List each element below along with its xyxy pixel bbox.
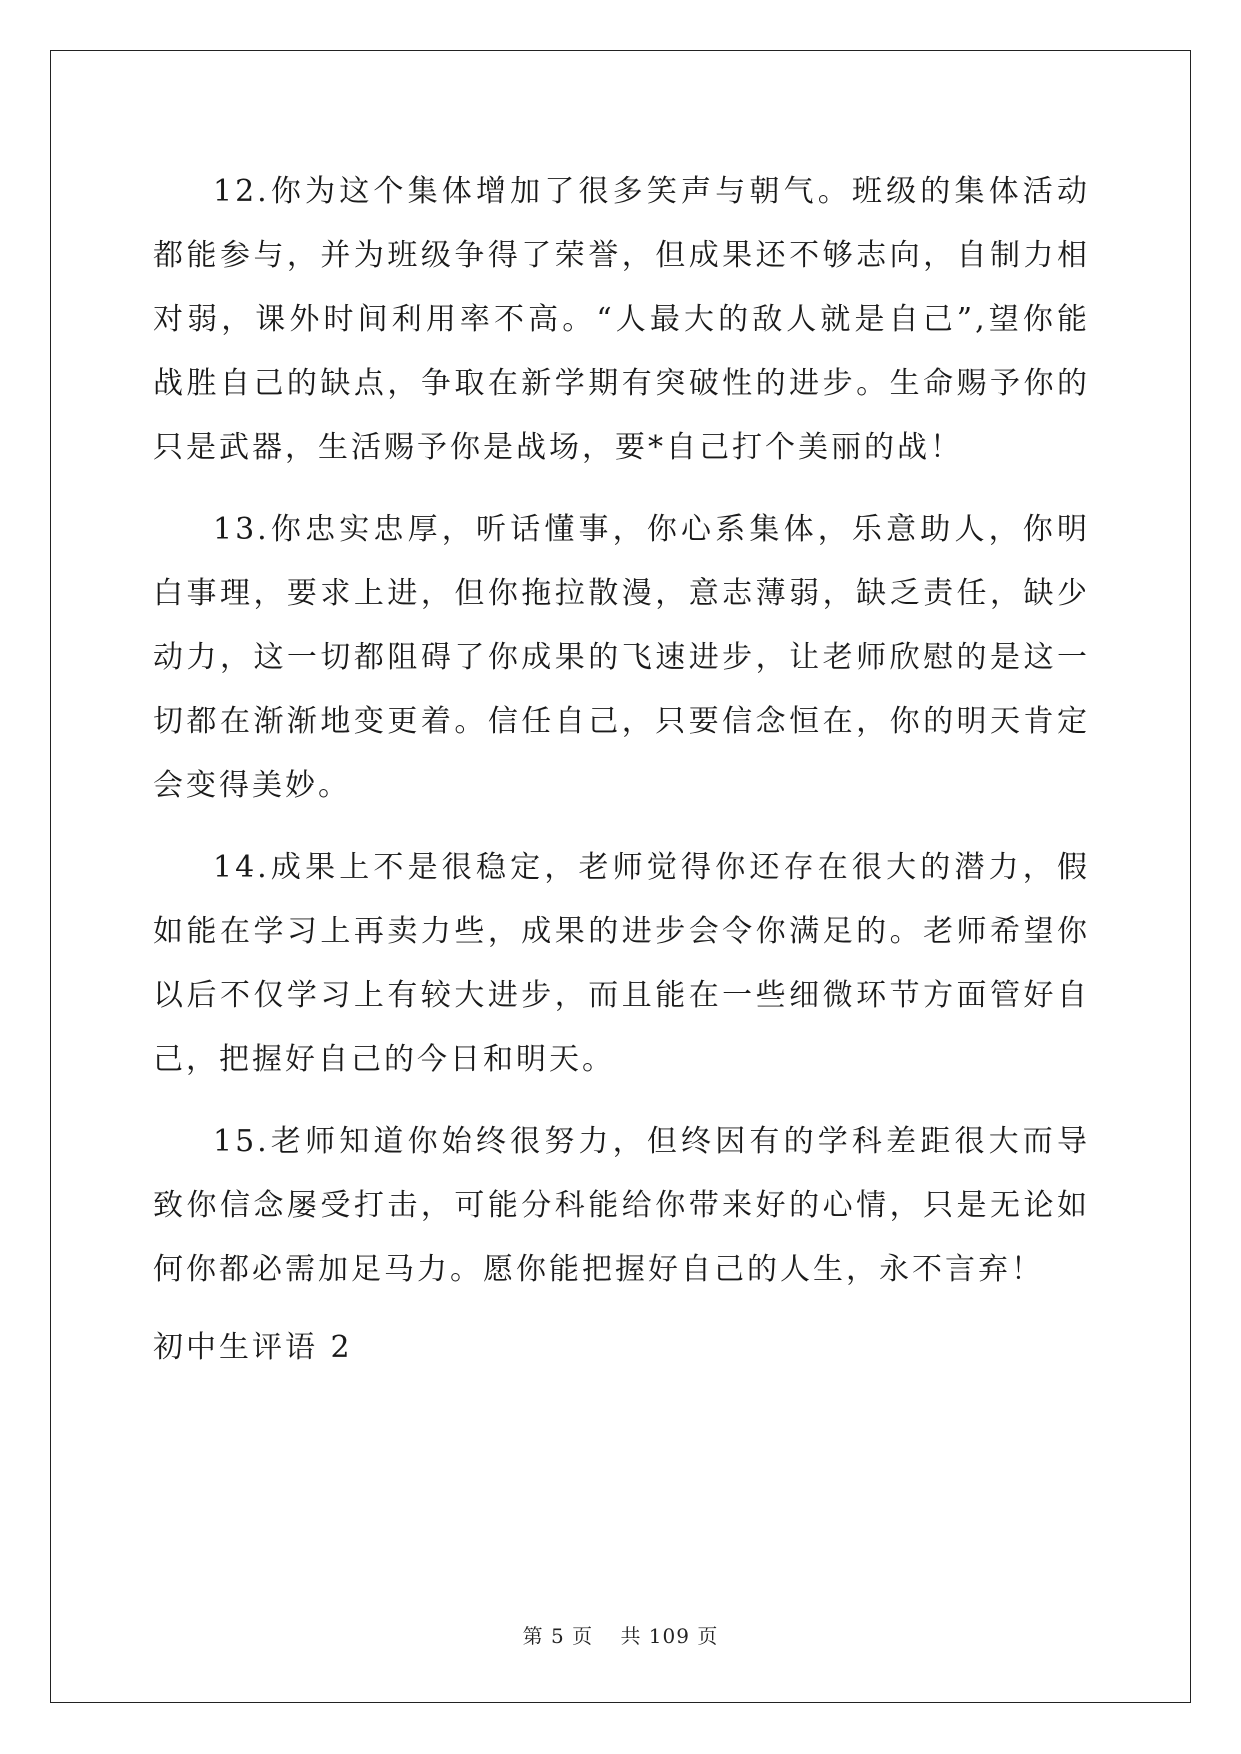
page-footer xyxy=(0,1620,1241,1649)
page-total: 共 109 页 xyxy=(620,1624,719,1648)
paragraph-14: 14.成果上不是很稳定，老师觉得你还存在很大的潜力，假如能在学习上再卖力些，成果的进步会令你满足的。老师希望你以后不仅学习上有较大进步，而且能在一些细微环节方面管好自己，把握好自己的今日和明天。 xyxy=(153,850,1090,1077)
paragraph-15: 15.老师知道你始终很努力，但终因有的学科差距很大而导致你信念屡受打击，可能分科能给你带来好的心情，只是无论如何你都必需加足马力。愿你能把握好自己的人生，永不言弃！ xyxy=(153,1124,1090,1287)
paragraph-12: 12.你为这个集体增加了很多笑声与朝气。班级的集体活动都能参与，并为班级争得了荣誉，但成果还不够志向，自制力相对弱，课外时间利用率不高。“人最大的敌人就是自己”,望你能战胜自己的缺点，争取在新学期有突破性的进步。生命赐予你的只是武器，生活赐予你是战场，要*自己打个美丽的战！ xyxy=(153,174,1090,465)
paragraph-13: 13.你忠实忠厚，听话懂事，你心系集体，乐意助人，你明白事理，要求上进，但你拖拉散漫，意志薄弱，缺乏责任，缺少动力，这一切都阻碍了你成果的飞速进步，让老师欣慰的是这一切都在渐渐地变更着。信任自己，只要信念恒在，你的明天肯定会变得美妙。 xyxy=(153,512,1090,803)
section-heading: 初中生评语 2 xyxy=(153,1330,353,1365)
page-number: 第 5 页 xyxy=(522,1624,594,1648)
document-body xyxy=(153,160,1090,1380)
